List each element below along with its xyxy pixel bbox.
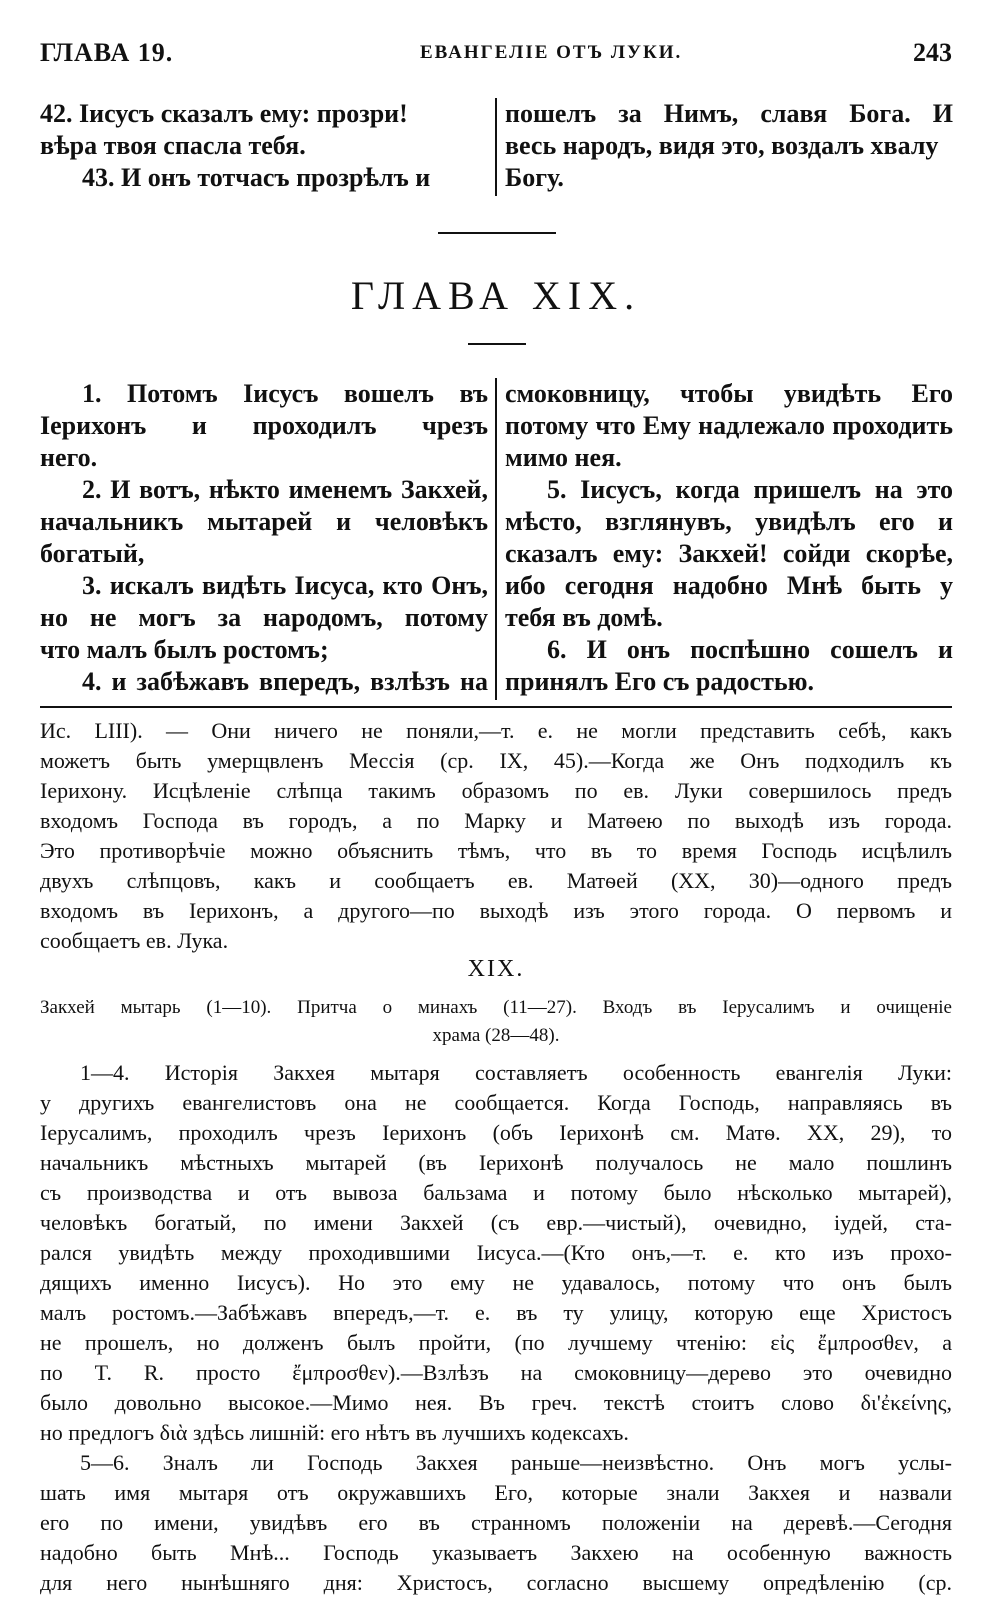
book-page (40, 0, 953, 1595)
top-verses (40, 98, 952, 198)
commentary-line: у другихъ евангелистовъ она не сообщается. Когда Господь, направляясь въ (40, 1090, 952, 1115)
verse-line: пошелъ за Нимъ, славя Бога. И (505, 99, 953, 128)
chapter-title: ГЛАВА XIX. (350, 273, 642, 318)
verse-line: но не могъ за народомъ, потому (40, 603, 488, 632)
commentary-previous (40, 716, 952, 956)
commentary-line: съ производства и отъ вывоза бальзама и потому было нѣсколько мытарей), (40, 1180, 952, 1205)
section-summary (40, 994, 952, 1050)
verse-line: него. (40, 443, 98, 472)
summary-line: храма (28—48). (432, 1025, 560, 1046)
separator-rule (468, 343, 526, 345)
commentary-line: начальникъ мѣстныхъ мытарей (въ Іерихонѣ получалось не мало пошлинъ (40, 1150, 952, 1175)
verse-line: начальникъ мытарей и человѣкъ (40, 507, 488, 536)
commentary-line: дящихъ именно Іисусъ). Но это ему не удавалось, потому что онъ былъ (40, 1270, 952, 1295)
chapter-verses (40, 378, 952, 700)
running-header (40, 38, 952, 72)
commentary-line: рался увидѣть между проходившими Іисуса.—(Кто онъ,—т. е. кто изъ прохо- (40, 1240, 952, 1265)
commentary-line: двухъ слѣпцовъ, какъ и сообщаетъ ев. Матѳей (XX, 30)—одного предъ (40, 868, 952, 893)
verse-line: 1. Потомъ Іисусъ вошелъ въ (82, 379, 488, 408)
verse-line: Іерихонъ и проходилъ чрезъ (40, 411, 488, 440)
commentary-line: по T. R. просто ἔμπροσθεν).—Взлѣзъ на смоковницу—дерево это очевидно (40, 1360, 952, 1385)
verse-line: мимо нея. (505, 443, 622, 472)
top-verses-right-column (505, 98, 953, 194)
commentary-line: можетъ быть умерщвленъ Мессія (ср. IX, 45).—Когда же Онъ подходилъ къ (40, 748, 952, 773)
commentary-line: человѣкъ богатый, по имени Закхей (съ евр.—чистый), очевидно, іудей, ста- (40, 1210, 952, 1235)
commentary-line: но предлогъ διὰ здѣсь лишній: его нѣтъ въ лучшихъ кодексахъ. (40, 1420, 629, 1445)
verse-line: 3. искалъ видѣть Іисуса, кто Онъ, (82, 571, 488, 600)
commentary-line: не прошелъ, но долженъ былъ пройти, (по лучшему чтенію: εἰς ἔμπροσθεν, а (40, 1330, 952, 1355)
verse-line: 5. Іисусъ, когда пришелъ на это (547, 475, 953, 504)
verse-line: ибо сегодня надобно Мнѣ быть у (505, 571, 953, 600)
commentary-line: Ис. LIII). — Они ничего не поняли,—т. е. не могли представить себѣ, какъ (40, 718, 952, 743)
verse-line: 6. И онъ поспѣшно сошелъ и (547, 635, 953, 664)
text-commentary-rule (40, 706, 952, 708)
verse-line: мѣсто, взглянувъ, увидѣлъ его и (505, 507, 953, 536)
commentary-line: сообщаетъ ев. Лука. (40, 928, 229, 953)
section-heading: XIX. (467, 956, 525, 982)
column-divider (495, 98, 497, 196)
commentary-line: надобно быть Мнѣ... Господь указываетъ Закхею на особенную важность (40, 1540, 952, 1565)
column-divider (495, 378, 497, 700)
commentary-line: Іерусалимъ, проходилъ чрезъ Іерихонъ (объ Іерихонѣ см. Матѳ. XX, 29), то (40, 1120, 952, 1145)
verse-line: Богу. (505, 163, 564, 192)
verse-line: 4. и забѣжавъ впередъ, взлѣзъ на (82, 667, 488, 696)
verse-line: 2. И вотъ, нѣкто именемъ Закхей, (82, 475, 488, 504)
separator-rule (438, 232, 556, 234)
chapter-verses-right-column (505, 378, 953, 698)
page-number: 243 (913, 38, 952, 67)
top-verses-left-column (40, 98, 488, 194)
commentary-line: Это противорѣчіе можно объяснить тѣмъ, что въ то время Господь исцѣлилъ (40, 838, 952, 863)
verse-line: принялъ Его съ радостью. (505, 667, 814, 696)
commentary-line: малъ ростомъ.—Забѣжавъ впередъ,—т. е. въ ту улицу, которую еще Христосъ (40, 1300, 952, 1325)
verse-line: тебя въ домѣ. (505, 603, 663, 632)
commentary-line: его по имени, увидѣвъ его въ странномъ положеніи на деревѣ.—Сегодня (40, 1510, 952, 1535)
header-title: ЕВАНГЕЛІЕ ОТЪ ЛУКИ. (420, 42, 683, 63)
commentary-line: входомъ въ Іерихонъ, а другого—по выходѣ изъ этого города. О первомъ и (40, 898, 952, 923)
commentary (40, 1058, 952, 1598)
commentary-line: было довольно высокое.—Мимо нея. Въ греч. текстѣ стоитъ слово δι'ἐκείνης, (40, 1390, 952, 1415)
header-chapter: ГЛАВА 19. (40, 38, 174, 67)
summary-line: Закхей мытарь (1—10). Притча о минахъ (11—27). Входъ въ Іерусалимъ и очищеніе (40, 997, 952, 1018)
commentary-line: 5—6. Зналъ ли Господь Закхея раньше—неизвѣстно. Онъ могъ услы- (80, 1450, 952, 1475)
verse-line: потому что Ему надлежало проходить (505, 411, 953, 440)
commentary-line: Іерихону. Исцѣленіе слѣпца такимъ образомъ по ев. Луки совершилось предъ (40, 778, 952, 803)
commentary-line: шать имя мытаря отъ окружавшихъ Его, которые знали Закхея и назвали (40, 1480, 952, 1505)
verse-line: смоковницу, чтобы увидѣть Его (505, 379, 953, 408)
verse-line: 43. И онъ тотчасъ прозрѣлъ и (82, 163, 431, 192)
verse-line: сказалъ ему: Закхей! сойди скорѣе, (505, 539, 953, 568)
verse-line: богатый, (40, 539, 145, 568)
commentary-line: 1—4. Исторія Закхея мытаря составляетъ особенность евангелія Луки: (80, 1060, 952, 1085)
chapter-verses-left-column (40, 378, 488, 698)
verse-line: весь народъ, видя это, воздалъ хвалу (505, 131, 939, 160)
commentary-line: входомъ Господа въ городъ, а по Марку и Матѳею по выходѣ изъ города. (40, 808, 952, 833)
verse-line: что малъ былъ ростомъ; (40, 635, 329, 664)
verse-line: вѣра твоя спасла тебя. (40, 131, 306, 160)
commentary-line: для него нынѣшняго дня: Христосъ, согласно высшему опредѣленію (ср. (40, 1570, 952, 1595)
verse-line: 42. Іисусъ сказалъ ему: прозри! (40, 99, 408, 128)
